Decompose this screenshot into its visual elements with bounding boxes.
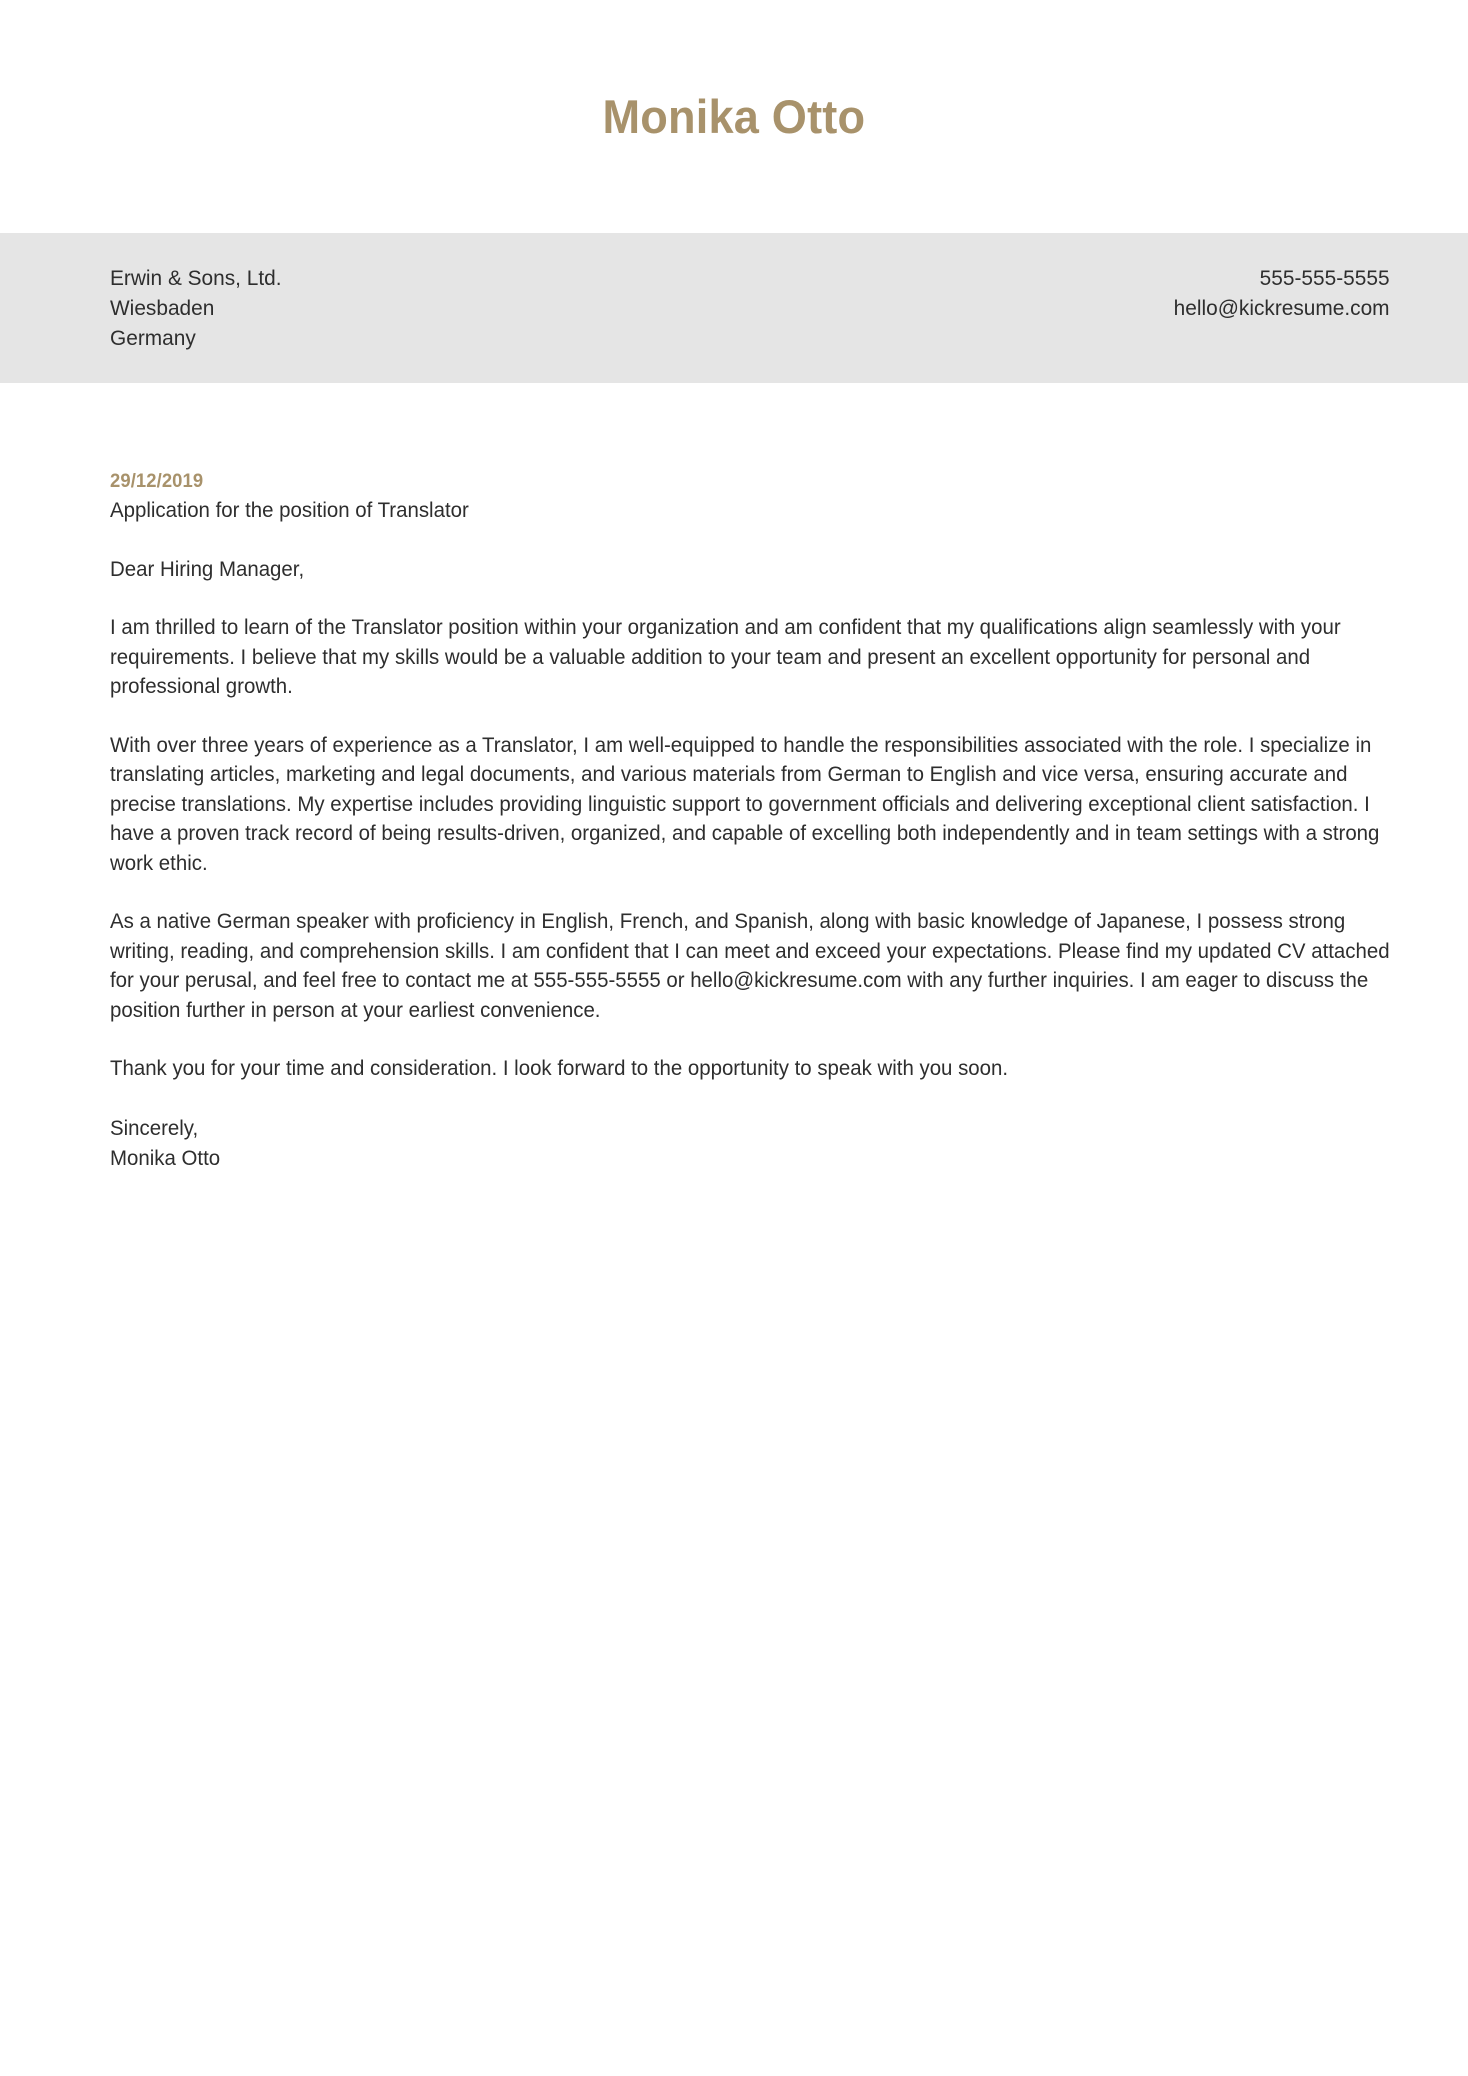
contact-band (0, 233, 1468, 383)
letter-paragraph: I am thrilled to learn of the Translator position within your organization and am confident that my qualifications align seamlessly with your requirements. I believe that my skills would be a valuable addition to your team and present an excellent opportunity for personal and professional growth. (110, 615, 1341, 698)
sender-email: hello@kickresume.com (1174, 296, 1390, 320)
recipient-city: Wiesbaden (110, 296, 215, 320)
letter-subject-line: Application for the position of Translator (110, 498, 469, 522)
letter-paragraph: As a native German speaker with proficiency in English, French, and Spanish, along with basic knowledge of Japanese, I possess strong writing, reading, and comprehension skills. I am confident that I can meet and exceed your expectations. Please find my updated CV attached for your perusal, and feel free to contact me at 555-555-5555 or hello@kickresume.com with any further inquiries. I am eager to discuss the position further in person at your earliest convenience. (110, 909, 1390, 1022)
letter-date: 29/12/2019 (110, 471, 204, 492)
letter-signature-block (110, 1113, 1329, 1173)
recipient-company: Erwin & Sons, Ltd. (110, 266, 282, 290)
letter-paragraph: Thank you for your time and consideration. I look forward to the opportunity to speak with you soon. (110, 1056, 1009, 1080)
recipient-country: Germany (110, 326, 196, 350)
letter-salutation: Dear Hiring Manager, (110, 557, 305, 581)
letter-header (0, 0, 1468, 233)
letter-paragraph: With over three years of experience as a Translator, I am well-equipped to handle the responsibilities associated with the role. I specialize in translating articles, marketing and legal documents, and various materials from German to English and vice versa, ensuring accurate and precise translations. My expertise includes providing linguistic support to government officials and delivering exceptional client satisfaction. I have a proven track record of being results-driven, organized, and capable of excelling both independently and in team settings with a strong work ethic. (110, 732, 1380, 875)
sender-phone: 555-555-5555 (1260, 266, 1390, 290)
recipient-address (110, 263, 282, 353)
letter-body (110, 468, 1393, 1173)
signature-name: Monika Otto (110, 1145, 221, 1170)
closing-phrase: Sincerely, (110, 1115, 199, 1140)
candidate-name: Monika Otto (602, 90, 866, 143)
sender-contact-details (1174, 263, 1390, 323)
